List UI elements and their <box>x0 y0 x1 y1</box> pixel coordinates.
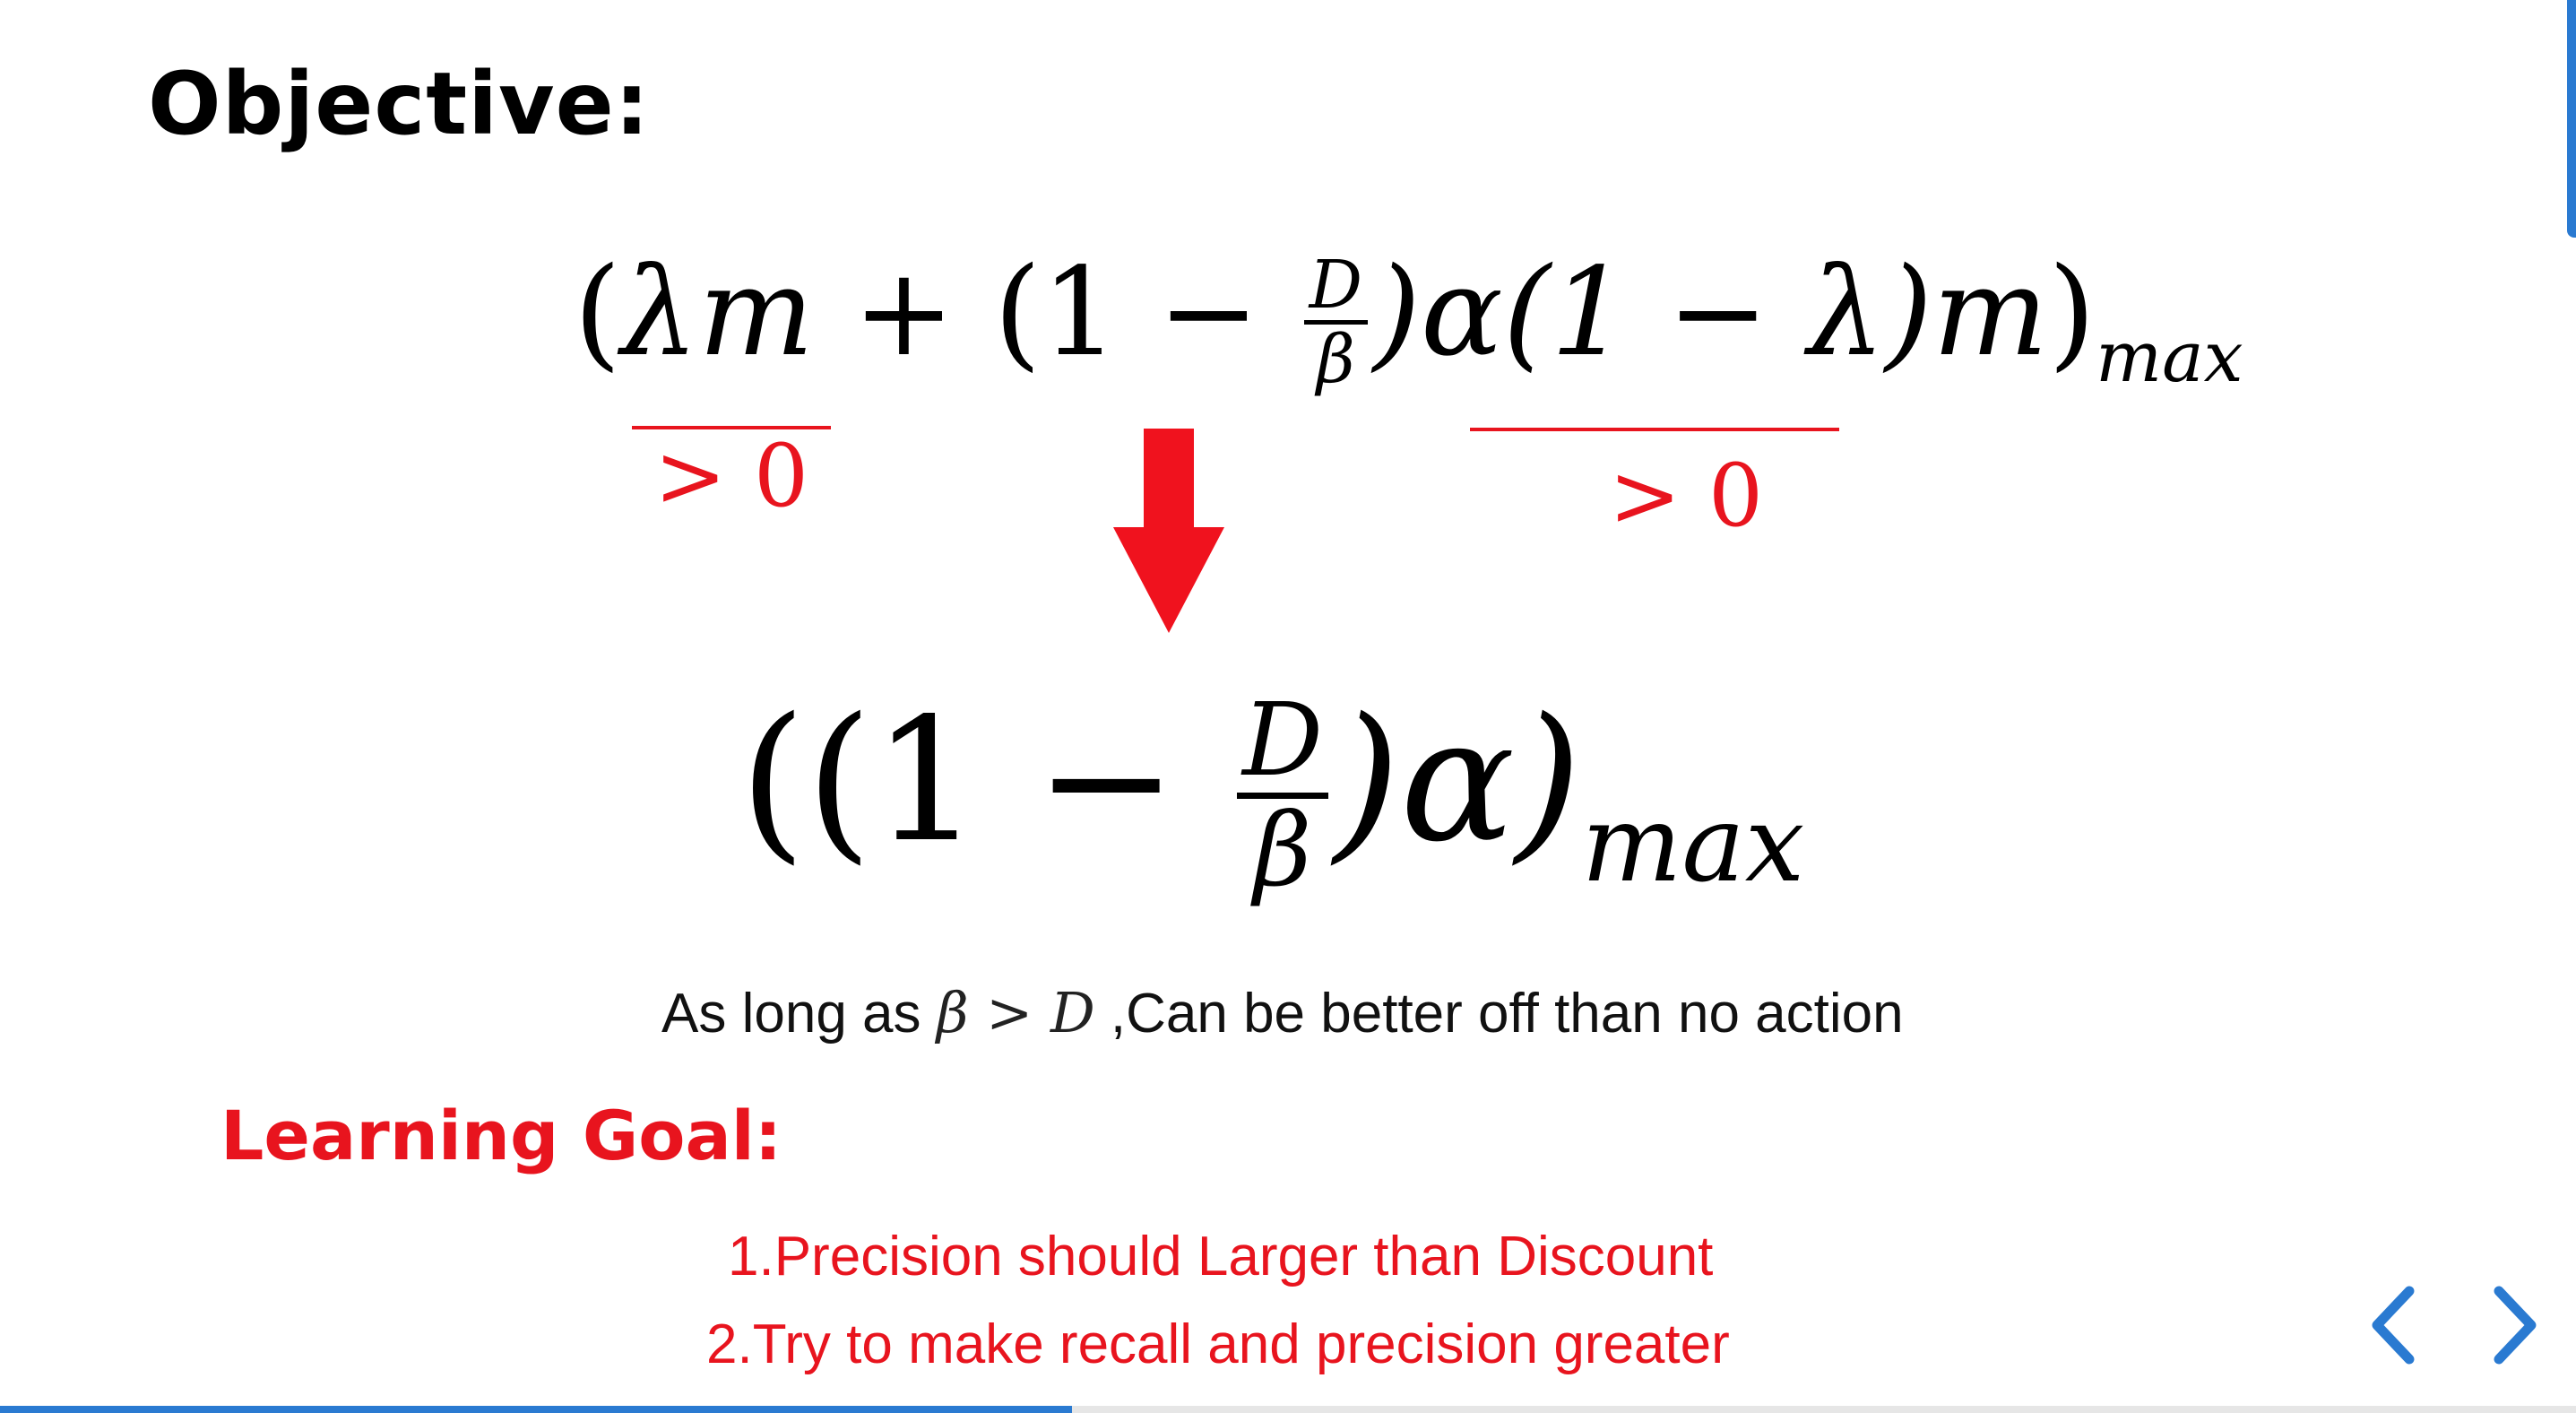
eq1-open-paren: ( <box>574 242 622 384</box>
objective-equation <box>574 242 2243 398</box>
eq1-subscript: max <box>2096 317 2243 398</box>
eq2-suffix: )α) <box>1333 681 1582 880</box>
next-slide-button[interactable] <box>2483 1280 2546 1370</box>
eq1-close-paren: ) <box>2048 242 2096 384</box>
eq2-fraction <box>1237 681 1328 909</box>
eq2-prefix: ((1 − <box>739 681 1232 880</box>
learning-goal-item-2: 2.Try to make recall and precision greater <box>706 1313 1730 1375</box>
learning-goal-title: Learning Goal: <box>220 1096 782 1175</box>
chevron-right-icon <box>2483 1280 2546 1370</box>
eq1-lambda-m: λm <box>621 242 815 384</box>
eq2-subscript: max <box>1581 782 1805 906</box>
side-panel-handle[interactable] <box>2567 0 2576 238</box>
simplified-equation <box>739 681 1805 909</box>
eq1-frac-numerator: D <box>1304 252 1368 325</box>
down-arrow-icon <box>1113 429 1224 633</box>
condition-math: β > D <box>936 980 1095 1045</box>
eq2-frac-numerator: D <box>1237 690 1328 799</box>
learning-goal-item-1: 1.Precision should Larger than Discount <box>728 1226 1714 1287</box>
right-term-label: > 0 <box>1609 446 1764 546</box>
slide-progress-bar <box>0 1406 2576 1413</box>
eq1-m: m <box>1932 242 2049 384</box>
eq1-fraction <box>1304 247 1368 398</box>
eq1-plus-term: + (1 − <box>814 242 1299 384</box>
slide-title: Objective: <box>148 54 651 154</box>
condition-after: ,Can be better off than no action <box>1094 983 1904 1045</box>
eq2-frac-denominator: β <box>1253 792 1312 909</box>
left-term-label: > 0 <box>654 426 809 526</box>
condition-text <box>661 980 1904 1045</box>
eq1-frac-denominator: β <box>1316 321 1355 398</box>
condition-before: As long as <box>661 983 937 1045</box>
right-term-underline <box>1470 428 1839 431</box>
eq1-alpha-term: )α(1 − λ) <box>1372 242 1933 384</box>
slide-progress-fill <box>0 1406 1072 1413</box>
chevron-left-icon <box>2363 1280 2425 1370</box>
prev-slide-button[interactable] <box>2363 1280 2425 1370</box>
